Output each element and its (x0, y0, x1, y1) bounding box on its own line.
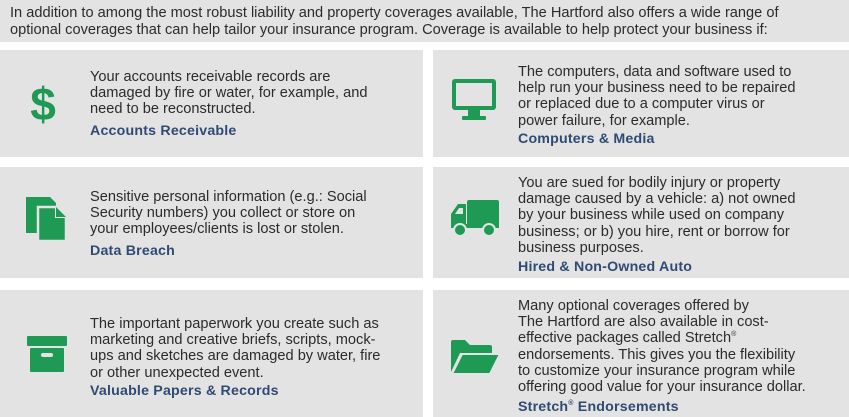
text-line: Security numbers) you collect or store on (90, 205, 356, 222)
folder-icon (445, 334, 505, 378)
text-line: Many optional coverages offered by (518, 298, 749, 314)
text-line: You are sued for bodily injury or property (518, 175, 781, 191)
card-text (518, 175, 795, 256)
card-text (90, 316, 380, 381)
card-text (90, 69, 367, 118)
registered-mark: ® (568, 400, 574, 407)
text-line: ups and sketches are damaged by water, fire (90, 348, 381, 365)
text-line: The computers, data and software used to (518, 64, 792, 80)
text-line: your employees/clients is lost or stolen. (90, 221, 344, 238)
text-line: endorsements. This gives you the flexibility (518, 346, 796, 363)
text-line: help run your business need to be repaired (518, 80, 796, 97)
svg-text:$: $ (30, 80, 56, 128)
intro-banner (0, 0, 849, 42)
text-line: business purposes. (518, 239, 644, 256)
card-title: Hired & Non-Owned Auto (518, 259, 693, 275)
intro-line-1: In addition to among the most robust liability and property coverages available, The Hartford also offers a wide range of (10, 5, 779, 21)
text-line (518, 330, 806, 346)
card-hired-auto (433, 167, 849, 278)
text-line: or other unexpected event. (90, 364, 264, 381)
text-line: by your business while used on company (518, 207, 785, 224)
dollar-icon (22, 80, 64, 128)
text-line: damaged by fire or water, for example, and (90, 85, 368, 102)
card-title: Computers & Media (518, 131, 655, 147)
card-text (518, 298, 806, 395)
truck-icon (447, 197, 503, 239)
documents-icon (20, 193, 74, 245)
text-line: damage caused by a vehicle: a) not owned (518, 191, 796, 208)
text-line: need to be reconstructed. (90, 101, 256, 118)
card-computers-media (433, 50, 849, 157)
registered-mark: ® (731, 331, 737, 339)
text-line: power failure, for example. (518, 112, 690, 129)
title-fragment: Endorsements (573, 399, 679, 415)
card-title: Valuable Papers & Records (90, 383, 279, 399)
text-line: business; or b) you hire, rent or borrow for (518, 223, 790, 240)
card-text (518, 64, 795, 129)
title-fragment: Stretch (518, 399, 569, 415)
card-text (90, 189, 367, 238)
monitor-icon (447, 74, 501, 124)
card-title (518, 399, 679, 415)
text-fragment: effective packages called Stretch (518, 330, 732, 347)
text-line: offering good value for your insurance dollar. (518, 379, 806, 396)
text-line: or replaced due to a computer virus or (518, 96, 765, 113)
intro-line-2: optional coverages that can help tailor your insurance program. Coverage is available to help protect your business if: (10, 21, 768, 38)
text-line: to customize your insurance program while (518, 362, 796, 379)
text-line: Sensitive personal information (e.g.: Social (90, 189, 367, 205)
card-title: Data Breach (90, 243, 175, 259)
card-valuable-papers (0, 290, 423, 417)
card-accounts-receivable (0, 50, 423, 157)
text-line: marketing and creative briefs, scripts, mock- (90, 332, 376, 349)
card-stretch-endorsements (433, 290, 849, 417)
text-line: Your accounts receivable records are (90, 69, 331, 85)
card-title: Accounts Receivable (90, 123, 237, 139)
text-line: The Hartford are also available in cost- (518, 314, 769, 331)
text-line: The important paperwork you create such as (90, 316, 379, 332)
archive-box-icon (22, 332, 72, 376)
card-data-breach (0, 167, 423, 278)
